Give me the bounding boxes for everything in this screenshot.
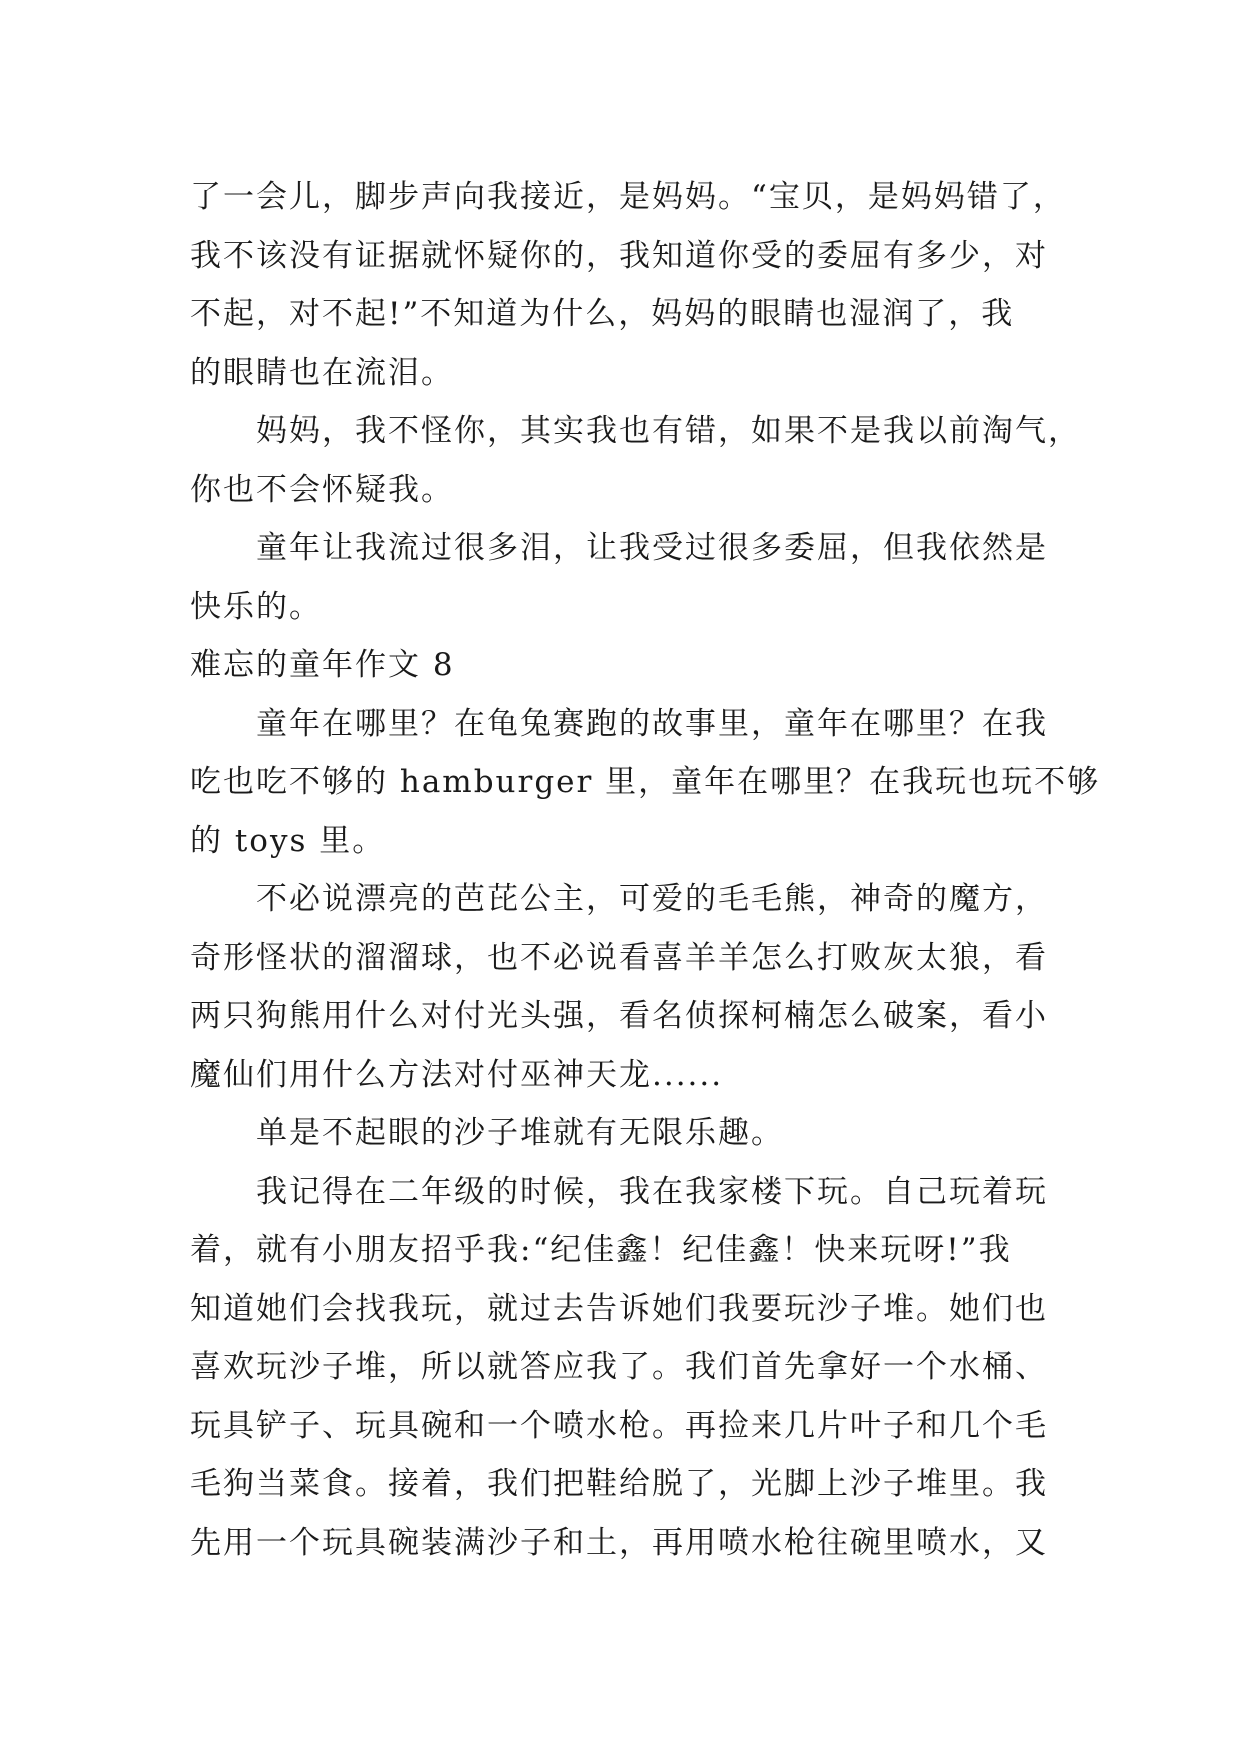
text-line: 妈妈，我不怪你，其实我也有错，如果不是我以前淘气， [256,413,1081,449]
text-line: 先用一个玩具碗装满沙子和土，再用喷水枪往碗里喷水，又 [190,1524,1048,1561]
text-line: 不必说漂亮的芭芘公主，可爱的毛毛熊，神奇的魔方， [256,881,1048,917]
text-line: 你也不会怀疑我。 [190,471,454,508]
text-line: 毛狗当菜食。接着，我们把鞋给脱了，光脚上沙子堆里。我 [190,1466,1048,1502]
text-line: 童年让我流过很多泪，让我受过很多委屈，但我依然是 [256,530,1048,566]
text-line: 了一会儿，脚步声向我接近，是妈妈。“宝贝，是妈妈错了， [190,179,1066,215]
section-heading: 难忘的童年作文 8 [190,647,455,683]
text-line: 的 toys 里。 [190,822,386,859]
text-line: 着，就有小朋友招乎我:“纪佳鑫！纪佳鑫！快来玩呀!”我 [190,1232,1012,1268]
document-body [190,168,1101,1572]
text-line: 喜欢玩沙子堆，所以就答应我了。我们首先拿好一个水桶、 [190,1349,1048,1385]
text-line: 吃也吃不够的 hamburger 里，童年在哪里？在我玩也玩不够 [190,764,1101,800]
text-line: 两只狗熊用什么对付光头强，看名侦探柯楠怎么破案，看小 [190,998,1048,1034]
text-line: 的眼睛也在流泪。 [190,354,454,391]
text-line: 快乐的。 [190,588,322,625]
text-line: 我记得在二年级的时候，我在我家楼下玩。自己玩着玩 [256,1173,1048,1210]
text-line: 知道她们会找我玩，就过去告诉她们我要玩沙子堆。她们也 [190,1290,1048,1327]
text-line: 童年在哪里？在龟兔赛跑的故事里，童年在哪里？在我 [256,705,1048,742]
text-line: 单是不起眼的沙子堆就有无限乐趣。 [256,1115,784,1151]
text-line: 我不该没有证据就怀疑你的，我知道你受的委屈有多少，对 [190,237,1048,274]
text-line: 玩具铲子、玩具碗和一个喷水枪。再捡来几片叶子和几个毛 [190,1407,1048,1444]
text-line: 不起，对不起!”不知道为什么，妈妈的眼睛也湿润了，我 [190,296,1015,332]
text-line: 奇形怪状的溜溜球，也不必说看喜羊羊怎么打败灰太狼，看 [190,939,1048,976]
text-line: 魔仙们用什么方法对付巫神天龙...... [190,1056,724,1093]
